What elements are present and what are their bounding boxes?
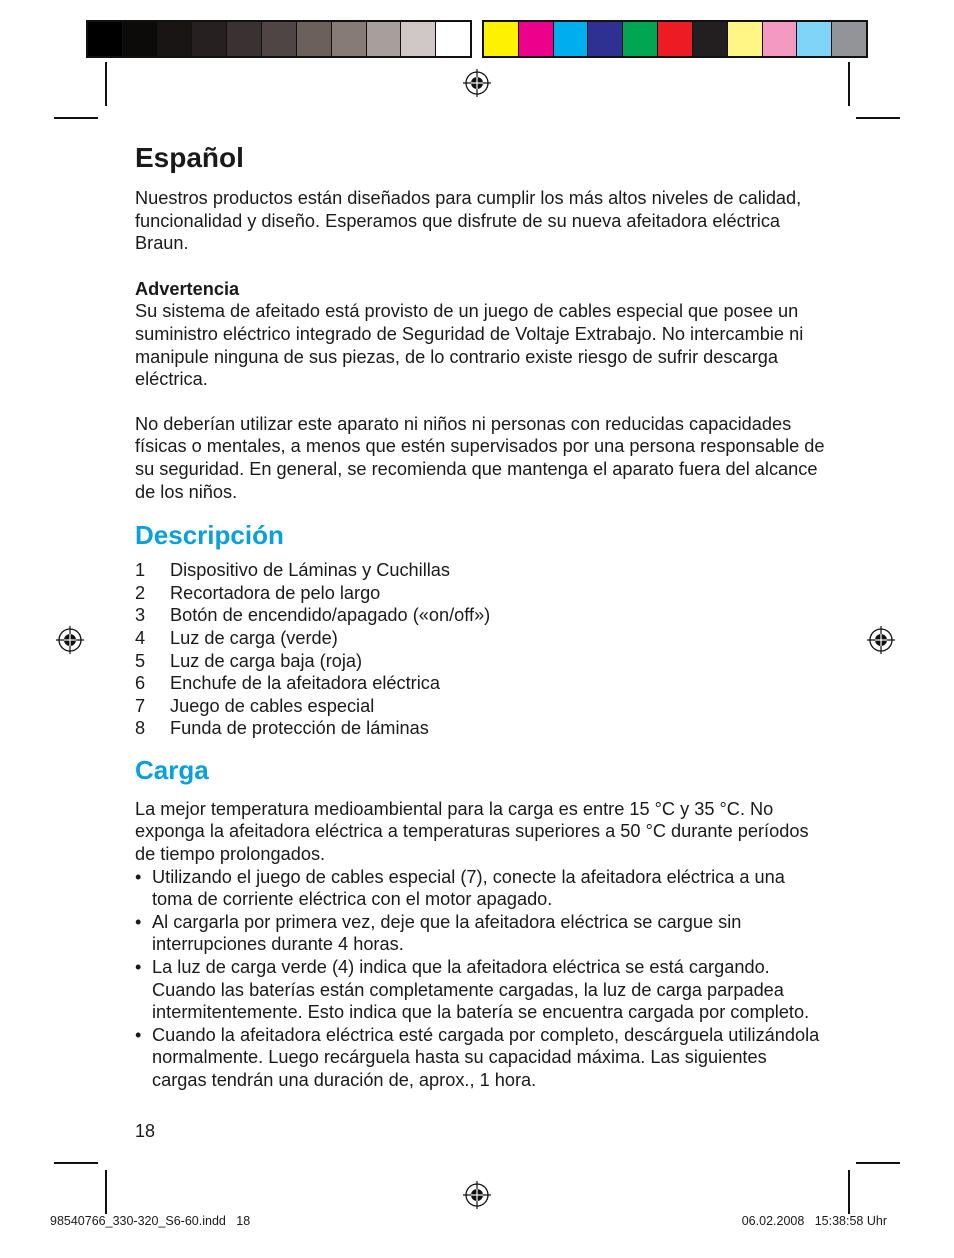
list-item-number: 3: [135, 605, 146, 626]
intro-paragraph: Nuestros productos están diseñados para cumplir los más altos niveles de calidad, funcionalidad y diseño. Esperamos que disfrute de su nueva afeitadora eléctrica Braun.: [135, 188, 802, 254]
bullet-item: [135, 1024, 825, 1092]
list-item-label: Recortadora de pelo largo: [170, 582, 381, 603]
bullet-icon: •: [135, 1024, 142, 1045]
gray-swatch: [297, 22, 332, 56]
color-swatch: [588, 22, 623, 56]
description-list: [135, 559, 825, 740]
list-item-label: Enchufe de la afeitadora eléctrica: [170, 673, 440, 694]
gray-swatch: [88, 22, 123, 56]
list-item-label: Dispositivo de Láminas y Cuchillas: [170, 560, 451, 581]
list-item-number: 8: [135, 718, 146, 739]
gray-swatch: [436, 22, 470, 56]
gray-swatch: [123, 22, 158, 56]
grayscale-calibration-bar: [86, 20, 472, 58]
bullet-text: La luz de carga verde (4) indica que la afeitadora eléctrica se está cargando. Cuando las baterías están completamente cargadas, la luz de carga parpadea intermitentemente. Esto indica que la batería se encuentra cargada por completo.: [152, 957, 810, 1023]
list-item: [135, 717, 825, 740]
list-item-label: Funda de protección de láminas: [170, 718, 429, 739]
registration-mark-icon: [463, 69, 491, 97]
footer-file-info: 98540766_330-320_S6-60.indd 18: [50, 1214, 251, 1228]
list-item: [135, 582, 825, 605]
warning-paragraph-2: No deberían utilizar este aparato ni niños ni personas con reducidas capacidades físicas o mentales, a menos que estén supervisados por una persona responsable de su seguridad. En general, se recomienda que mantenga el aparato fuera del alcance de los niños.: [135, 413, 825, 502]
charging-bullet-list: [135, 866, 825, 1092]
color-swatch: [554, 22, 589, 56]
bullet-item: [135, 866, 825, 911]
gray-swatch: [401, 22, 436, 56]
color-swatch: [763, 22, 798, 56]
warning-paragraph: Su sistema de afeitado está provisto de un juego de cables especial que posee un suministro eléctrico integrado de Seguridad de Voltaje Extrabajo. No intercambie ni manipule ninguna de sus piezas, de lo contrario existe riesgo de sufrir descarga eléctrica.: [135, 301, 804, 390]
warning-heading: Advertencia: [135, 278, 240, 299]
gray-swatch: [367, 22, 402, 56]
list-item-label: Luz de carga (verde): [170, 627, 338, 648]
gray-swatch: [227, 22, 262, 56]
registration-mark-icon: [56, 626, 84, 654]
color-swatch: [797, 22, 832, 56]
list-item: [135, 559, 825, 582]
list-item: [135, 695, 825, 718]
page-title: Español: [135, 142, 244, 173]
list-item: [135, 627, 825, 650]
bullet-text: Utilizando el juego de cables especial (7), conecte la afeitadora eléctrica a una toma de corriente eléctrica con el motor apagado.: [152, 866, 785, 910]
bullet-item: [135, 956, 825, 1024]
list-item-label: Luz de carga baja (roja): [170, 650, 363, 671]
section-heading-charging: Carga: [135, 754, 209, 785]
bullet-icon: •: [135, 957, 142, 978]
color-swatch: [658, 22, 693, 56]
list-item-number: 4: [135, 627, 146, 648]
page-content: [135, 135, 825, 1092]
crop-mark: [54, 1162, 98, 1164]
section-heading-description: Descripción: [135, 520, 284, 551]
list-item-label: Juego de cables especial: [170, 695, 375, 716]
list-item-number: 2: [135, 582, 146, 603]
color-swatch: [623, 22, 658, 56]
registration-mark-icon: [867, 626, 895, 654]
registration-mark-icon: [463, 1181, 491, 1209]
list-item-number: 7: [135, 695, 146, 716]
gray-swatch: [158, 22, 193, 56]
crop-mark: [856, 1162, 900, 1164]
charging-intro: La mejor temperatura medioambiental para la carga es entre 15 °C y 35 °C. No exponga la afeitadora eléctrica a temperaturas superiores a 50 °C durante períodos de tiempo prolongados.: [135, 798, 809, 865]
list-item: [135, 650, 825, 673]
color-swatch: [519, 22, 554, 56]
page-number: 18: [135, 1121, 156, 1141]
color-swatch: [832, 22, 866, 56]
crop-mark: [848, 62, 850, 106]
list-item-number: 5: [135, 650, 146, 671]
color-swatch: [728, 22, 763, 56]
bullet-item: [135, 911, 825, 956]
bullet-text: Cuando la afeitadora eléctrica esté cargada por completo, descárguela utilizándola normalmente. Luego recárguela hasta su capacidad máxima. Las siguientes cargas tendrán una duración de, aprox., 1 hora.: [152, 1024, 820, 1090]
color-swatch: [693, 22, 728, 56]
gray-swatch: [262, 22, 297, 56]
color-calibration-bar: [482, 20, 868, 58]
list-item: [135, 672, 825, 695]
crop-mark: [105, 62, 107, 106]
gray-swatch: [192, 22, 227, 56]
crop-mark: [856, 117, 900, 119]
bullet-icon: •: [135, 911, 142, 932]
footer-timestamp: 06.02.2008 15:38:58 Uhr: [741, 1214, 887, 1228]
list-item: [135, 604, 825, 627]
crop-mark: [848, 1170, 850, 1214]
bullet-text: Al cargarla por primera vez, deje que la afeitadora eléctrica se cargue sin interrupciones durante 4 horas.: [152, 911, 742, 955]
list-item-number: 6: [135, 673, 146, 694]
color-swatch: [484, 22, 519, 56]
bullet-icon: •: [135, 866, 142, 887]
list-item-number: 1: [135, 560, 146, 581]
crop-mark: [54, 117, 98, 119]
crop-mark: [105, 1170, 107, 1214]
gray-swatch: [332, 22, 367, 56]
list-item-label: Botón de encendido/apagado («on/off»): [170, 605, 491, 626]
